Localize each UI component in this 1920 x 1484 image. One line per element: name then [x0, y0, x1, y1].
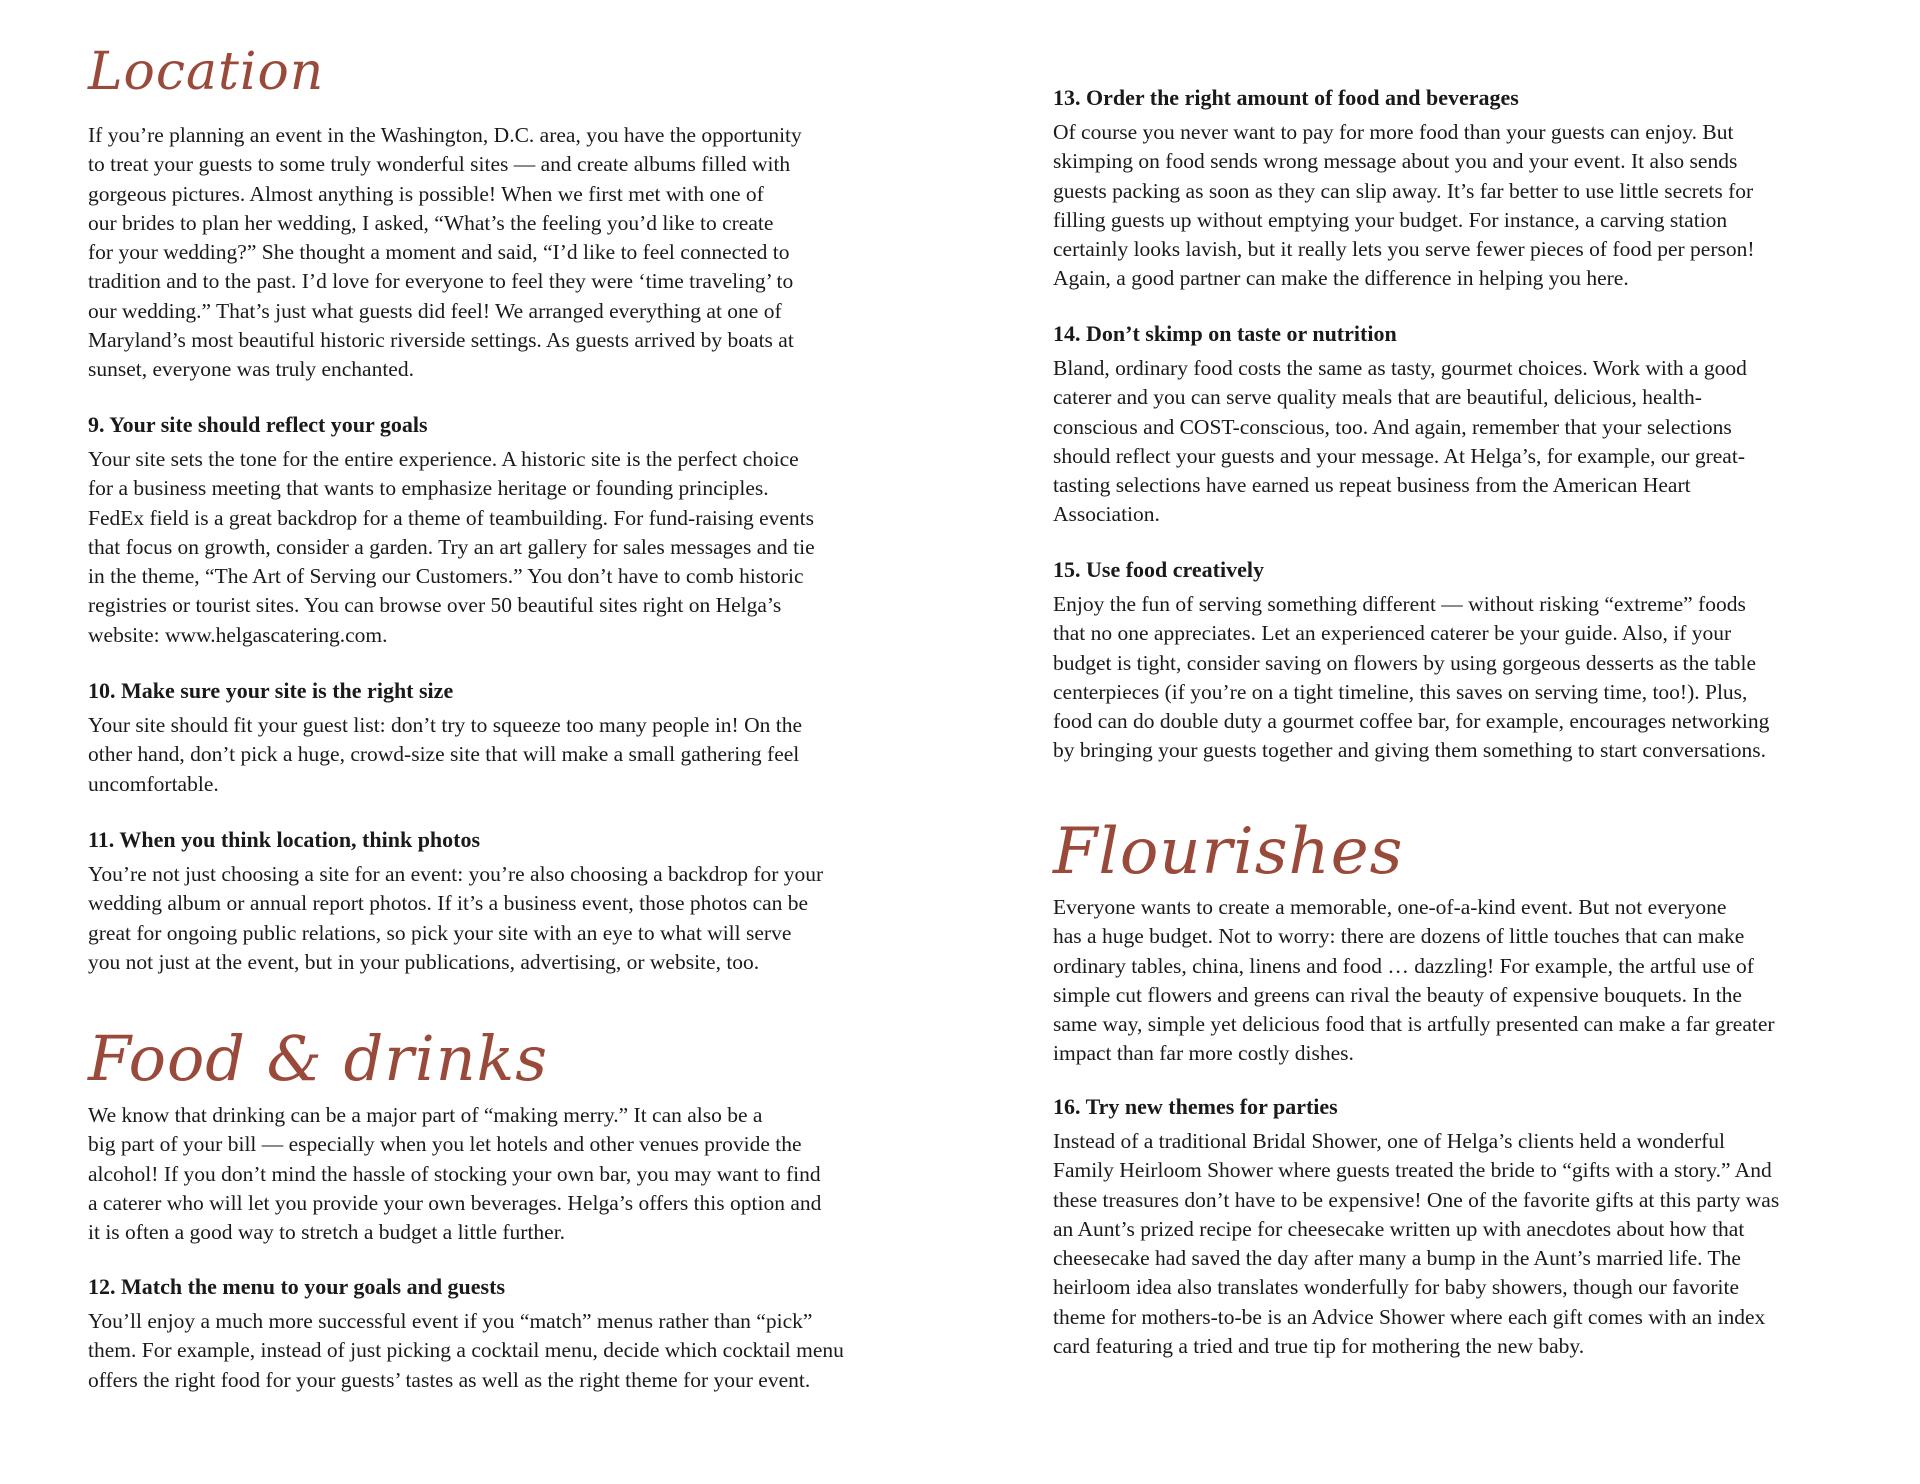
tip-15-title: 15. Use food creatively: [1053, 557, 1264, 582]
flourishes-intro-block: [1053, 893, 1853, 1069]
tip-11-body: You’re not just choosing a site for an event: you’re also choosing a backdrop for your wedding album or annual report photos. If it’s a business event, those photos can be great for ongoing public relations, so pick your site with an eye to what will serve you not just at the event, but in your publications, advertising, or website, too.: [88, 862, 824, 974]
location-intro: If you’re planning an event in the Washington, D.C. area, you have the opportunity to treat your guests to some truly wonderful sites — and create albums filled with gorgeous pictures. Almost anything is possible! When we first met with one of our brides to plan her wedding, I asked, “What’s the feeling you’d like to create for your wedding?” She thought a moment and said, “I’d like to feel connected to tradition and to the past. I’d love for everyone to feel they were ‘time traveling’ to our wedding.” That’s just what guests did feel! We arranged everything at one of Maryland’s most beautiful historic riverside settings. As guests arrived by boats at sunset, everyone was truly enchanted.: [88, 123, 802, 382]
tip-9-body: Your site sets the tone for the entire experience. A historic site is the perfect choice for a business meeting that wants to emphasize heritage or founding principles. FedEx field is a great backdrop for a theme of teambuilding. For fund-raising events that focus on growth, consider a garden. Try an art gallery for sales messages and tie in the theme, “The Art of Serving our Customers.” You don’t have to comb historic registries or tourist sites. You can browse over 50 beautiful sites right on Helga’s website: www.helgascatering.com.: [88, 447, 815, 647]
food-intro: We know that drinking can be a major part of “making merry.” It can also be a big part of your bill — especially when you let hotels and other venues provide the alcohol! If you don’t mind the hassle of stocking your own bar, you may want to find a caterer who will let you provide your own beverages. Helga’s offers this option and it is often a good way to stretch a budget a little further.: [88, 1103, 822, 1245]
tip-11-section: [88, 825, 888, 977]
tip-14-title: 14. Don’t skimp on taste or nutrition: [1053, 321, 1397, 346]
location-heading: Location: [88, 42, 325, 102]
flourishes-heading: Flourishes: [1053, 815, 1404, 889]
tip-16-section: [1053, 1092, 1853, 1361]
tip-12-section: [88, 1272, 888, 1395]
tip-15-body: Enjoy the fun of serving something different — without risking “extreme” foods that no one appreciates. Let an experienced caterer be your guide. Also, if your budget is tight, consider saving on flowers by using gorgeous desserts as the table centerpieces (if you’re on a tight timeline, this saves on serving time, too!). Plus, food can do double duty a gourmet coffee bar, for example, encourages networking by bringing your guests together and giving them something to start conversations.: [1053, 592, 1770, 763]
tip-16-title: 16. Try new themes for parties: [1053, 1094, 1338, 1119]
flourishes-intro: Everyone wants to create a memorable, one-of-a-kind event. But not everyone has a huge budget. Not to worry: there are dozens of little touches that can make ordinary tables, china, linens and food … dazzling! For example, the artful use of simple cut flowers and greens can rival the beauty of expensive bouquets. In the same way, simple yet delicious food that is artfully presented can make a far greater impact than far more costly dishes.: [1053, 895, 1775, 1066]
tip-9-section: [88, 410, 888, 650]
tip-13-title: 13. Order the right amount of food and beverages: [1053, 85, 1519, 110]
food-drinks-heading: Food & drinks: [88, 1022, 549, 1095]
tip-13-section: [1053, 83, 1853, 294]
tip-16-body: Instead of a traditional Bridal Shower, one of Helga’s clients held a wonderful Family Heirloom Shower where guests treated the bride to “gifts with a story.” And these treasures don’t have to be expensive! One of the favorite gifts at this party was an Aunt’s prized recipe for cheesecake written up with anecdotes about how that cheesecake had saved the day after many a bump in the Aunt’s married life. The heirloom idea also translates wonderfully for baby showers, though our favorite theme for mothers-to-be is an Advice Shower where each gift comes with an index card featuring a tried and true tip for mothering the new baby.: [1053, 1129, 1780, 1359]
tip-10-title: 10. Make sure your site is the right size: [88, 678, 454, 703]
tip-15-section: [1053, 555, 1853, 766]
tip-11-title: 11. When you think location, think photos: [88, 827, 481, 852]
tip-14-body: Bland, ordinary food costs the same as tasty, gourmet choices. Work with a good caterer and you can serve quality meals that are beautiful, delicious, health- conscious and COST-conscious, too. And again, remember that your selections should reflect your guests and your message. At Helga’s, for example, our great- tasting selections have earned us repeat business from the American Heart Association.: [1053, 356, 1747, 527]
tip-12-body: You’ll enjoy a much more successful event if you “match” menus rather than “pick” them. For example, instead of just picking a cocktail menu, decide which cocktail menu offers the right food for your guests’ tastes as well as the right theme for your event.: [88, 1309, 844, 1392]
tip-12-title: 12. Match the menu to your goals and guests: [88, 1274, 506, 1299]
food-intro-block: [88, 1101, 888, 1247]
tip-13-body: Of course you never want to pay for more food than your guests can enjoy. But skimping on food sends wrong message about you and your event. It also sends guests packing as soon as they can slip away. It’s far better to use little secrets for filling guests up without emptying your budget. For instance, a carving station certainly looks lavish, but it really lets you serve fewer pieces of food per person! Again, a good partner can make the difference in helping you here.: [1053, 120, 1755, 291]
tip-14-section: [1053, 319, 1853, 530]
location-intro-block: [88, 121, 888, 385]
tip-10-body: Your site should fit your guest list: don’t try to squeeze too many people in! On the other hand, don’t pick a huge, crowd-size site that will make a small gathering feel uncomfortable.: [88, 713, 803, 796]
tip-10-section: [88, 676, 888, 799]
tip-9-title: 9. Your site should reflect your goals: [88, 412, 428, 437]
